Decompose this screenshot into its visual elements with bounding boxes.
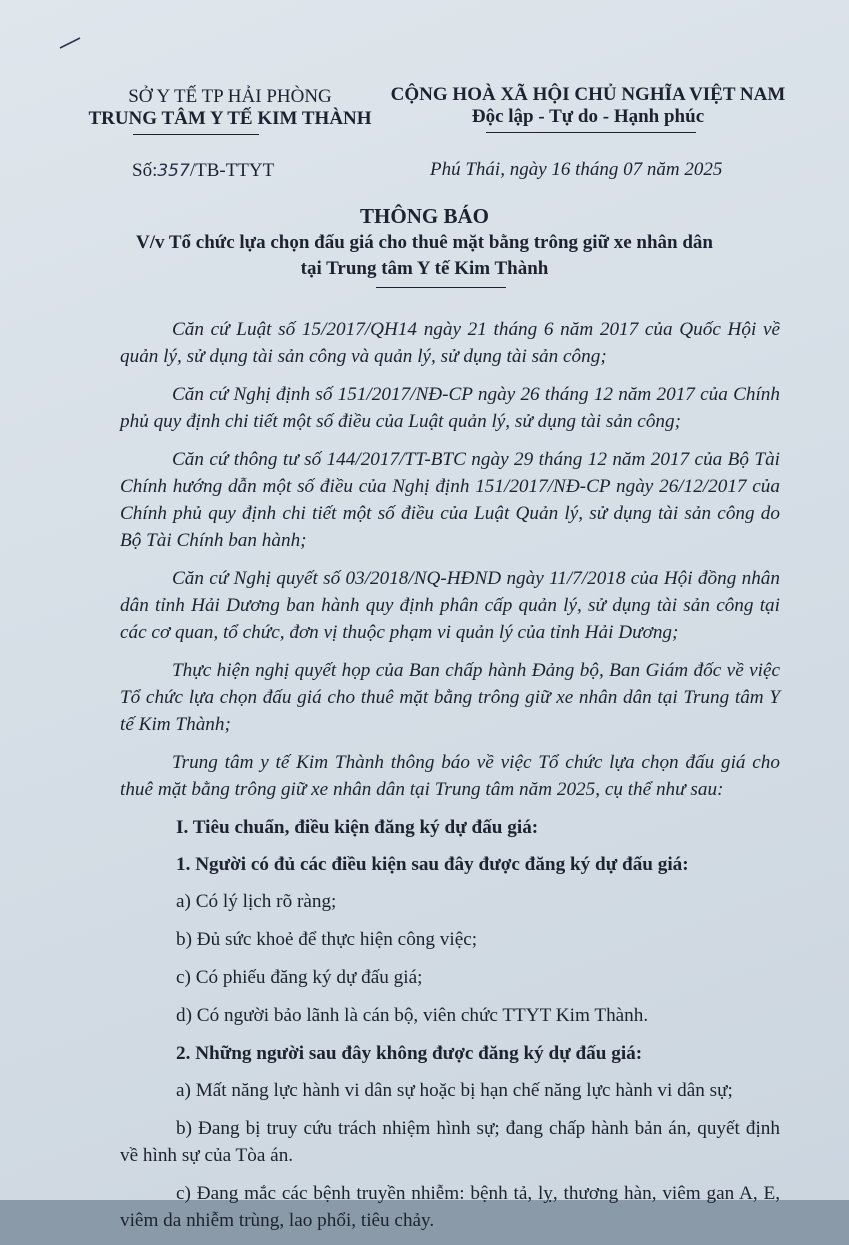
doc-subject-line2: tại Trung tâm Y tế Kim Thành (300, 258, 549, 279)
list-item: a) Mất năng lực hành vi dân sự hoặc bị hạn chế năng lực hành vi dân sự; (176, 1080, 733, 1101)
list-item: c) Đang mắc các bệnh truyền nhiễm: bệnh tả, lỵ, thương hàn, viêm gan A, E, viêm da nhiễm trùng, lao phổi, tiêu chảy. (120, 1183, 780, 1231)
document-number (132, 160, 274, 182)
motto: Độc lập - Tự do - Hạnh phúc (471, 106, 705, 127)
agency-parent: SỞ Y TẾ TP HẢI PHÒNG (128, 86, 332, 107)
list-item: d) Có người bảo lãnh là cán bộ, viên chức TTYT Kim Thành. (176, 1005, 649, 1026)
list-item: c) Có phiếu đăng ký dự đấu giá; (176, 967, 423, 988)
legal-basis-paragraph: Căn cứ Luật số 15/2017/QH14 ngày 21 tháng 6 năm 2017 của Quốc Hội về quản lý, sử dụng tài sản công và quản lý, sử dụng tài sản công; (120, 319, 780, 367)
list-item: a) Có lý lịch rõ ràng; (176, 891, 337, 912)
issuing-agency (60, 86, 400, 130)
motto-underline (486, 132, 696, 133)
pen-stroke-mark (58, 36, 82, 50)
doc-number-suffix: /TB-TTYT (189, 160, 275, 181)
section-heading: I. Tiêu chuẩn, điều kiện đăng ký dự đấu giá: (176, 817, 539, 838)
doc-number-prefix: Số: (132, 160, 158, 181)
legal-basis-paragraph: Căn cứ thông tư số 144/2017/TT-BTC ngày 29 tháng 12 năm 2017 của Bộ Tài Chính hướng dẫn một số điều của Nghị định 151/2017/NĐ-CP ngày 26/12/2017 của Chính phủ quy định chi tiết một số điều của Luật Quản lý, sử dụng tài sản công do Bộ Tài Chính ban hành; (120, 449, 780, 551)
document-body (120, 316, 780, 1245)
subsection-heading: 2. Những người sau đây không được đăng ký dự đấu giá: (176, 1043, 643, 1064)
title-underline (376, 287, 506, 288)
list-item: b) Đủ sức khoẻ để thực hiện công việc; (176, 929, 478, 950)
legal-basis-paragraph: Căn cứ Nghị định số 151/2017/NĐ-CP ngày 26 tháng 12 năm 2017 của Chính phủ quy định chi tiết một số điều của Luật quản lý, sử dụng tài sản công; (120, 384, 780, 432)
subsection-heading: 1. Người có đủ các điều kiện sau đây được đăng ký dự đấu giá: (176, 854, 689, 875)
country-name: CỘNG HOÀ XÃ HỘI CHỦ NGHĨA VIỆT NAM (390, 84, 786, 105)
national-motto (378, 84, 798, 128)
legal-basis-paragraph: Thực hiện nghị quyết họp của Ban chấp hành Đảng bộ, Ban Giám đốc về việc Tổ chức lựa chọn đấu giá cho thuê mặt bằng trông giữ xe nhân dân tại Trung tâm Y tế Kim Thành; (120, 660, 780, 735)
doc-subject-line1: V/v Tổ chức lựa chọn đấu giá cho thuê mặt bằng trông giữ xe nhân dân (135, 232, 714, 253)
intro-paragraph: Trung tâm y tế Kim Thành thông báo về việc Tổ chức lựa chọn đấu giá cho thuê mặt bằng trông giữ xe nhân dân tại Trung tâm năm 2025, cụ thể như sau: (120, 752, 780, 800)
doc-title: THÔNG BÁO (360, 204, 489, 228)
agency-underline (133, 134, 259, 135)
doc-number-handwritten: 357 (157, 161, 190, 181)
list-item: b) Đang bị truy cứu trách nhiệm hình sự; đang chấp hành bản án, quyết định về hình sự của Tòa án. (120, 1118, 780, 1166)
legal-basis-paragraph: Căn cứ Nghị quyết số 03/2018/NQ-HĐND ngày 11/7/2018 của Hội đồng nhân dân tỉnh Hải Dương ban hành quy định phân cấp quản lý, sử dụng tài sản công tại các cơ quan, tổ chức, đơn vị thuộc phạm vi quản lý của tỉnh Hải Dương; (120, 568, 780, 643)
place-date: Phú Thái, ngày 16 tháng 07 năm 2025 (430, 159, 723, 180)
agency-name: TRUNG TÂM Y TẾ KIM THÀNH (88, 108, 372, 129)
